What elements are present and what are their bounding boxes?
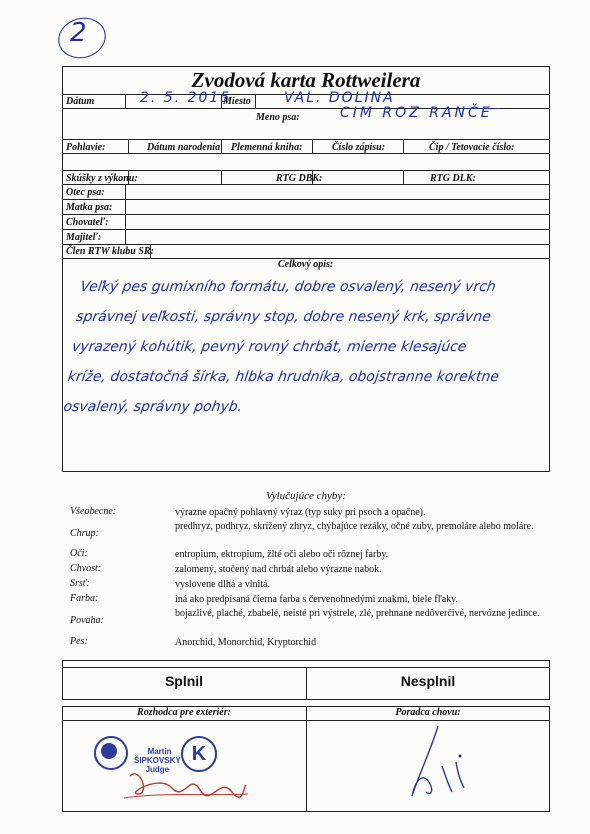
rtg-dbk-label: RTG DBK: xyxy=(276,173,323,184)
fault-key: Povaha: xyxy=(70,615,104,626)
fault-value: entropium, ektropium, žlté oči alebo oči rôznej farby. xyxy=(175,549,389,560)
overall-description[interactable] xyxy=(61,272,560,422)
faults-heading: Vylučujúce chyby: xyxy=(266,490,346,502)
fault-key: Chrup: xyxy=(70,528,99,539)
judge-signature xyxy=(120,764,250,804)
date-value[interactable]: 2. 5. 2015 xyxy=(140,90,232,106)
fault-value: výrazne opačný pohlavný výraz (typ suky pri psoch a opačne). xyxy=(175,507,426,518)
description-line: osvalený, správny pohyb. xyxy=(62,399,244,415)
fault-value: zalomený, stočený nad chrbát alebo výrazne nabok. xyxy=(175,564,382,575)
birth-date-label: Dátum narodenia xyxy=(147,142,221,153)
club-member-label: Člen RTW klubu SR: xyxy=(66,246,154,257)
passed-option[interactable]: Splnil xyxy=(164,673,204,689)
overall-heading: Celkový opis: xyxy=(278,259,334,270)
chip-label: Čip / Tetovacie číslo: xyxy=(429,142,515,153)
description-line: vyrazený kohútik, pevný rovný chrbát, mierne klesajúce xyxy=(70,339,468,355)
fault-value: predhryz, podhryz, skrížený zhryz, chýbajúce rezáky, očné zuby, premoláre alebo moláre. xyxy=(175,521,534,532)
owner-label: Majiteľ: xyxy=(66,232,102,243)
fault-key: Srsť: xyxy=(70,578,90,589)
fault-value: Anorchid, Monorchid, Kryptorchid xyxy=(175,637,317,648)
dog-name-label: Meno psa: xyxy=(256,112,300,123)
place-label: Miesto xyxy=(223,96,251,107)
fault-key: Pes: xyxy=(70,636,88,647)
globe-icon xyxy=(101,743,117,759)
description-line: Veľký pes gumixního formátu, dobre osvalený, nesený vrch xyxy=(79,279,497,295)
fault-value: iná ako predpísaná čierna farba s červenohnedými znakmi, biele fľaky. xyxy=(175,594,459,605)
dog-name-value[interactable]: CIM ROZ RANČE xyxy=(340,105,493,121)
exam-label: Skúšky z výkonu: xyxy=(66,173,138,184)
studbook-label: Plemenná kniha: xyxy=(231,142,303,153)
stamp-letter: K xyxy=(191,743,207,765)
failed-option[interactable]: Nesplnil xyxy=(400,673,456,689)
mother-label: Matka psa: xyxy=(66,202,113,213)
father-label: Otec psa: xyxy=(66,187,105,198)
advisor-label: Poradca chovu: xyxy=(395,707,461,718)
breeder-label: Chovateľ: xyxy=(66,217,109,228)
description-line: kríže, dostatočná šírka, hlbka hrudníka, obojstranne korektne xyxy=(66,369,501,385)
sex-label: Pohlavie: xyxy=(66,142,106,153)
advisor-signature xyxy=(390,722,480,802)
fault-value: bojazlivé, plaché, zbabelé, neisté pri výstrele, zlé, prehnane nedôverčivé, nervózne jedince. xyxy=(175,608,540,619)
fault-key: Všeobecne: xyxy=(70,506,117,517)
fault-key: Farba: xyxy=(70,593,99,604)
registration-label: Číslo zápisu: xyxy=(332,142,386,153)
rtg-dlk-label: RTG DLK: xyxy=(430,173,476,184)
place-value[interactable]: VAL. DOLINA xyxy=(284,90,395,106)
fault-key: Chvost: xyxy=(70,563,102,574)
description-line: správnej veľkosti, správny stop, dobre nesený krk, správne xyxy=(75,309,492,325)
stamp-name-text: Martin ŠIPKOVSKÝ Judge xyxy=(134,747,181,774)
date-label: Dátum xyxy=(66,96,95,107)
corner-number: 2 xyxy=(70,18,87,48)
fault-value: vyslovene dlhá a vlnitá. xyxy=(175,579,270,590)
fault-key: Oči: xyxy=(70,548,88,559)
form-title: Zvodová karta Rottweilera xyxy=(191,68,421,92)
judge-label: Rozhodca pre exteriér: xyxy=(137,707,231,718)
